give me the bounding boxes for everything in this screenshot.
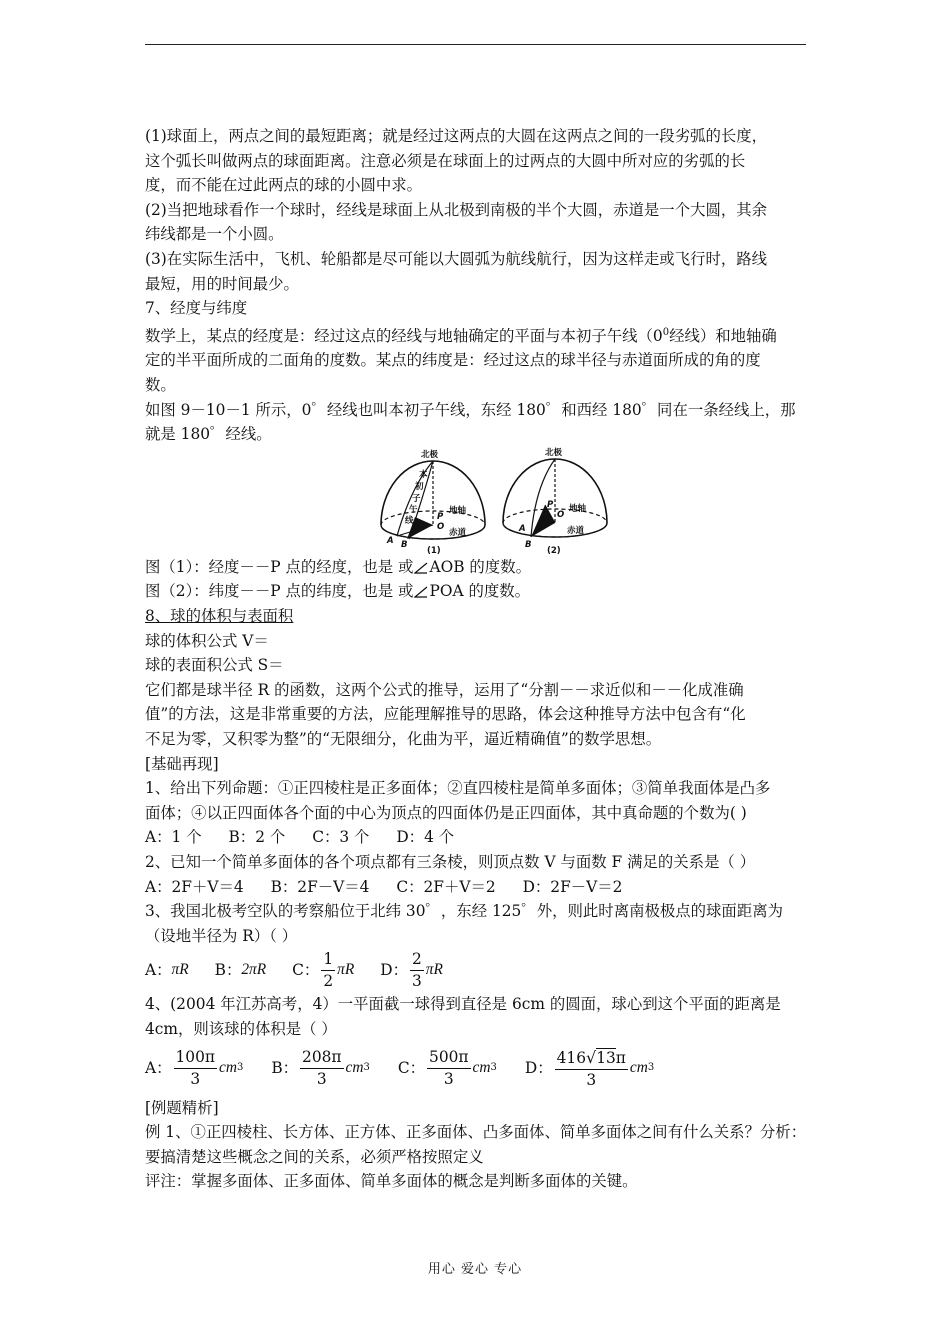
text-line: 这个弧长叫做两点的球面距离。注意必须是在球面上的过两点的大圆中所对应的劣弧的长: [145, 151, 746, 170]
text-line: (1)球面上，两点之间的最短距离；就是经过这两点的大圆在这两点之间的一段劣弧的长度，: [145, 127, 768, 145]
page-footer: 用心 爱心 专心: [427, 1262, 523, 1277]
label-B: B: [401, 539, 408, 550]
label-equator: 赤道: [449, 527, 467, 538]
header-rule: [145, 44, 806, 45]
degree-superscript: 0: [662, 326, 670, 338]
text-line: [145, 555, 810, 580]
text-line: 数。: [145, 376, 176, 395]
numerator: 100π: [174, 1047, 218, 1069]
fraction: [410, 949, 424, 992]
label-axis: 地轴: [569, 503, 587, 514]
label-O: O: [437, 521, 445, 532]
option-b: [271, 1047, 370, 1090]
text-line: 要搞清楚这些概念之间的关系，必须严格按照定义: [145, 1147, 484, 1166]
unit: cm: [629, 1059, 648, 1077]
unit-exponent: 3: [363, 1062, 370, 1074]
math-expr: πR: [425, 961, 443, 979]
question-options: [145, 825, 810, 850]
text-fragment: 经线）和地轴确: [669, 326, 777, 345]
fraction: [555, 1047, 628, 1091]
question-text: 4、(2004 年江苏高考，4）一平面截一球得到直径是 6cm 的圆面，球心到这个平面的距离是: [145, 995, 781, 1014]
section-heading: 7、经度与纬度: [145, 299, 248, 318]
label-P: P: [437, 511, 444, 522]
denominator: 3: [316, 1070, 327, 1089]
globe-1: [381, 449, 485, 555]
text-line: 评注：掌握多面体、正多面体、简单多面体的概念是判断多面体的关键。: [145, 1172, 638, 1191]
sqrt-icon: √: [586, 1047, 597, 1067]
label-axis: 地轴: [449, 505, 467, 516]
unit-exponent: 3: [490, 1062, 497, 1074]
label-O: O: [557, 509, 565, 520]
numerator-part: π: [615, 1048, 626, 1067]
option: D：4 个: [396, 828, 455, 847]
denominator: 3: [586, 1070, 597, 1089]
question-text: 1、给出下列命题：①正四棱柱是正多面体；②直四棱柱是简单多面体；③简单我面体是凸多: [145, 779, 771, 798]
option: A：1 个: [145, 828, 202, 847]
option: D：2F－V＝2: [522, 877, 623, 896]
question-text: 4cm，则该球的体积是（ ）: [145, 1019, 337, 1038]
numerator: 208π: [300, 1047, 344, 1069]
text-fragment: 图（1）：经度－－P 点的经度，也是 或: [145, 557, 414, 576]
option-label: D：: [380, 961, 408, 980]
text-line: 它们都是球半径 R 的函数，这两个公式的推导，运用了“分割－－求近似和－－化成准确: [145, 680, 744, 699]
option-b: [215, 958, 267, 983]
label-B: B: [525, 539, 532, 550]
text-line: [145, 579, 810, 604]
globe-figure: [145, 447, 810, 555]
label-A: A: [387, 535, 394, 546]
option: B：2 个: [228, 828, 286, 847]
globe-2: [503, 447, 607, 555]
question-options: [145, 1042, 810, 1096]
numerator: [555, 1047, 628, 1070]
label-P: P: [547, 499, 554, 510]
text-line: 不足为零，又积零为整”的“无限细分，化曲为平，逼近精确值”的数学思想。: [145, 730, 662, 748]
label-equator: 赤道: [567, 525, 585, 536]
option-d: [525, 1047, 654, 1091]
unit: cm: [472, 1059, 491, 1077]
label-north-pole: 北极: [421, 449, 439, 460]
option-label: C：: [292, 961, 320, 980]
question-text: 2、已知一个简单多面体的各个项点都有三条棱，则顶点数 V 与面数 F 满足的关系是（ ）: [145, 852, 756, 871]
text-line: 如图 9－10－1 所示，0゜经线也叫本初子午线，东经 180゜和西经 180゜同在一条经线上，那: [145, 400, 796, 419]
angle-icon: [414, 562, 428, 574]
option: A：2F＋V＝4: [145, 877, 244, 896]
unit: cm: [219, 1059, 237, 1077]
question-text: 3、我国北极考空队的考察船位于北纬 30゜，东经 125゜外，则此时离南极极点的球面距离为: [145, 902, 783, 921]
numerator-part: 416: [556, 1048, 586, 1067]
figure-caption: (2): [547, 545, 561, 555]
question-options: [145, 875, 810, 900]
label-meridian-char: 线: [405, 515, 414, 526]
text-fragment: POA 的度数。: [429, 582, 531, 601]
fraction: [300, 1047, 344, 1090]
text-fragment: 数学上，某点的经度是：经过这点的经线与地轴确定的平面与本初子午线（0: [145, 326, 663, 345]
numerator: 500π: [427, 1047, 471, 1069]
option-a: [145, 958, 189, 983]
text-line: (2)当把地球看作一个球时，经线是球面上从北极到南极的半个大圆，赤道是一个大圆，其余: [145, 200, 768, 219]
figure-caption: (1): [427, 545, 441, 555]
unit-exponent: 3: [647, 1062, 655, 1074]
denominator: 3: [443, 1070, 454, 1089]
option-label: A：: [145, 1059, 172, 1078]
fraction: [174, 1047, 218, 1090]
option: B：2F－V＝4: [270, 877, 370, 896]
globe-diagrams: [375, 447, 615, 555]
text-line: [145, 321, 810, 349]
angle-icon: [414, 586, 428, 598]
option-c: [292, 949, 354, 992]
option-label: C：: [397, 1059, 426, 1078]
text-line: 纬线都是一个小圆。: [145, 225, 284, 244]
math-expr: πR: [171, 961, 189, 979]
option: C：3 个: [312, 828, 370, 847]
question-options: [145, 948, 810, 992]
label-A: A: [519, 523, 526, 534]
radicand: 13: [596, 1048, 616, 1067]
option-label: B：: [271, 1059, 299, 1078]
text-line: 球的表面积公式 S＝: [145, 656, 284, 675]
text-line: 球的体积公式 V＝: [145, 631, 269, 650]
option: C：2F＋V＝2: [396, 877, 496, 896]
text-line: 度，而不能在过此两点的球的小圆中求。: [145, 176, 423, 195]
denominator: 2: [323, 971, 334, 990]
option-a: [145, 1047, 243, 1090]
option-d: [380, 949, 443, 992]
label-meridian-char: 午: [409, 504, 418, 515]
text-fragment: AOB 的度数。: [429, 557, 531, 576]
option-label: D：: [524, 1059, 553, 1078]
fraction: [427, 1047, 471, 1090]
text-fragment: 图（2）：纬度－－P 点的纬度，也是 或: [145, 582, 414, 601]
label-meridian-char: 本: [419, 469, 428, 480]
label-north-pole: 北极: [545, 447, 563, 458]
unit: cm: [345, 1059, 364, 1077]
text-line: 最短，用的时间最少。: [145, 274, 299, 293]
option-c: [398, 1047, 497, 1090]
numerator: 2: [410, 949, 424, 971]
text-line: 定的半平面所成的二面角的度数。某点的纬度是：经过这点的球半径与赤道面所成的角的度: [145, 351, 761, 370]
question-text: （设地半径为 R）（ ）: [145, 926, 298, 945]
unit-exponent: 3: [236, 1062, 244, 1074]
fraction: [321, 949, 335, 992]
numerator: 1: [321, 949, 335, 971]
question-text: 面体；④以正四面体各个面的中心为顶点的四面体仍是正四面体，其中真命题的个数为( ): [145, 803, 747, 822]
section-heading: [例题精析]: [145, 1098, 219, 1117]
section-heading: 8、球的体积与表面积: [145, 607, 294, 626]
text-line: 值”的方法，这是非常重要的方法，应能理解推导的思路，体会这种推导方法中包含有“化: [145, 705, 746, 724]
option-label: A：: [145, 961, 172, 980]
text-line: (3)在实际生活中，飞机、轮船都是尽可能以大圆弧为航线航行，因为这样走或飞行时，路线: [145, 249, 768, 268]
section-heading: [基础再现]: [145, 754, 219, 773]
label-meridian-char: 子: [412, 493, 421, 504]
denominator: 3: [190, 1070, 201, 1089]
text-line: 例 1、①正四棱柱、长方体、正方体、正多面体、凸多面体、简单多面体之间有什么关系？分析：: [145, 1123, 807, 1142]
denominator: 3: [411, 971, 422, 990]
math-expr: 2πR: [241, 961, 267, 979]
text-line: 就是 180゜经线。: [145, 425, 272, 444]
option-label: B：: [214, 961, 242, 980]
document-body: [145, 124, 810, 1194]
label-meridian-char: 初: [415, 481, 424, 492]
math-expr: πR: [337, 961, 355, 979]
